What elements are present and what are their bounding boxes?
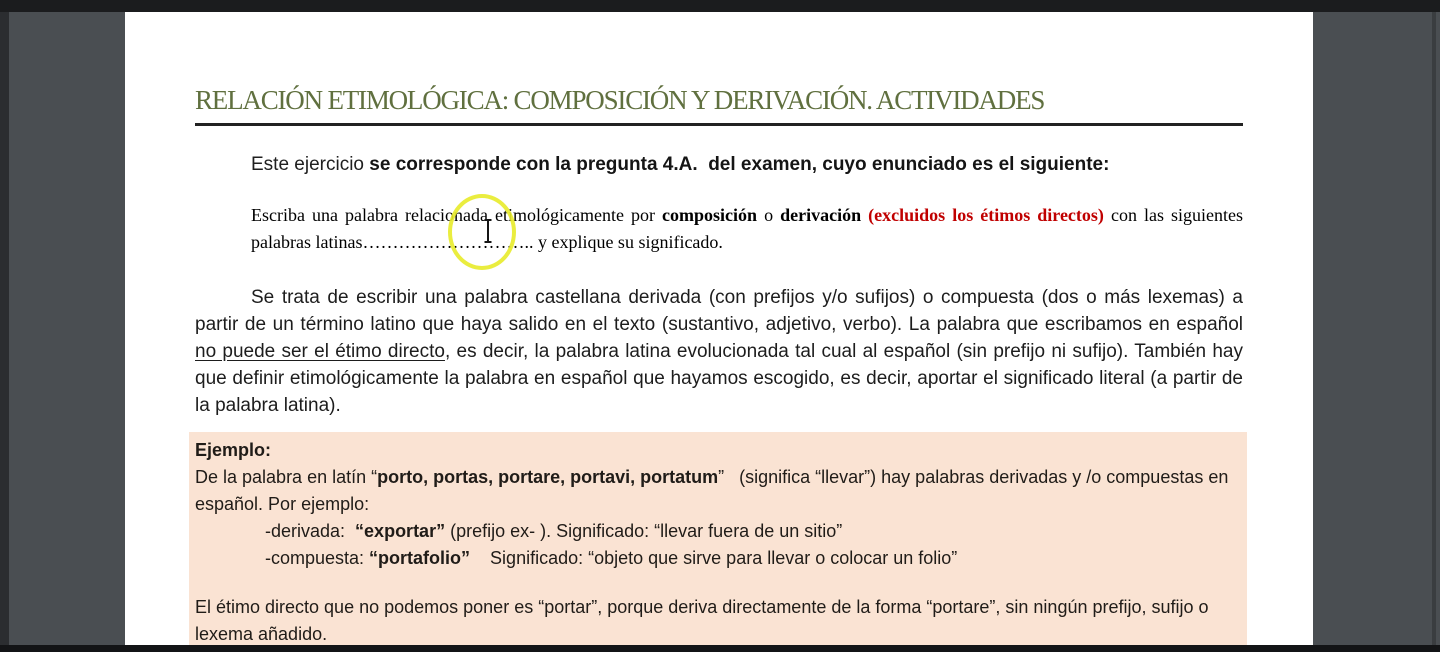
example-latin-words: porto, portas, portare, portavi, portatum	[377, 467, 719, 487]
example-compound-line	[265, 545, 1237, 572]
compound-rest: Significado: “objeto que sirve para llevar o colocar un folio”	[470, 548, 958, 568]
page-title: RELACIÓN ETIMOLÓGICA: COMPOSICIÓN Y DERIVACIÓN. ACTIVIDADES	[195, 85, 1045, 115]
explanation-underlined-text: no puede ser el étimo directo	[195, 341, 445, 362]
top-frame-bar	[0, 0, 1440, 12]
derived-word: “exportar”	[355, 521, 446, 541]
example-intro-run-1: De la palabra en latín “	[195, 467, 378, 487]
exam-run-4: con las siguientes palabras latinas……………………….. y explique su significado.	[251, 205, 1244, 252]
intro-emphasis-text: se corresponde con la pregunta 4.A. del examen, cuyo enunciado es el siguiente:	[369, 154, 1110, 175]
example-intro-run-2: ” (significa “llevar”) hay palabras derivadas y /o compuestas en español. Por ejemplo:	[195, 467, 1229, 514]
exam-excluded-warning: (excluidos los étimos directos)	[868, 205, 1104, 225]
text-cursor-icon	[482, 218, 494, 244]
document-page	[125, 12, 1313, 645]
example-intro-line	[195, 464, 1237, 518]
exam-term-composicion: composición	[662, 205, 758, 225]
example-derived-line	[265, 518, 1237, 545]
intro-lead-text: Este ejercicio	[251, 154, 370, 175]
compound-word: “portafolio”	[369, 548, 471, 568]
compound-label: -compuesta:	[265, 548, 370, 568]
exam-run-1: Escriba una palabra relacionada etimológicamente por	[251, 205, 663, 225]
derived-rest: (prefijo ex- ). Significado: “llevar fuera de un sitio”	[445, 521, 843, 541]
derived-label: -derivada:	[265, 521, 356, 541]
left-frame-edge	[0, 12, 9, 645]
title-block	[195, 12, 1243, 126]
explanation-paragraph	[195, 284, 1243, 419]
example-box	[189, 432, 1247, 645]
example-label-line	[195, 437, 1237, 464]
explanation-run-2: , es decir, la palabra latina evolucionada tal cual al español (sin prefijo ni sufijo). También hay que definir etimológicamente la palabra en español que hayamos escogido, es decir, aportar el significado literal (a partir de la palabra latina).	[195, 341, 1243, 416]
exam-term-derivacion: derivación	[780, 205, 862, 225]
intro-paragraph	[251, 151, 1243, 178]
example-label: Ejemplo:	[195, 440, 272, 460]
example-note: El étimo directo que no podemos poner es “portar”, porque deriva directamente de la forma “portare”, sin ningún prefijo, sufijo o lexema añadido.	[195, 597, 1209, 644]
right-frame-edge	[1432, 12, 1436, 645]
document-content	[125, 12, 1313, 645]
explanation-run-1: Se trata de escribir una palabra castellana derivada (con prefijos y/o sufijos) o compuesta (dos o más lexemas) a partir de un término latino que haya salido en el texto (sustantivo, adjetivo, verbo). La palabra que escribamos en español	[195, 287, 1243, 335]
bottom-frame-bar	[0, 645, 1440, 652]
exam-statement-paragraph	[251, 202, 1243, 256]
exam-run-2: o	[757, 205, 781, 225]
